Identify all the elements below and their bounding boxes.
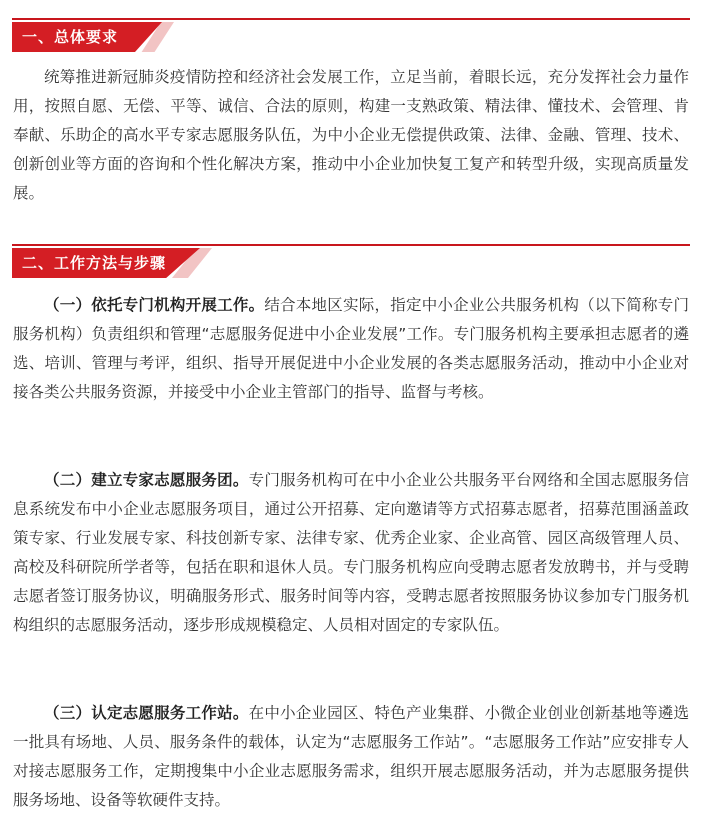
paragraph-text: 专门服务机构可在中小企业公共服务平台网络和全国志愿服务信息系统发布中小企业志愿服务项目，通过公开招募、定向邀请等方式招募志愿者，招募范围涵盖政策专家、行业发展专家、科技创新专家、法律专家、优秀企业家、企业高管、园区高级管理人员、高校及科研院所学者等，包括在职和退休人员。专门服务机构应向受聘志愿者发放聘书，并与受聘志愿者签订服务协议，明确服务形式、服务时间等内容，受聘志愿者按照服务协议参加专门服务机构组织的志愿服务活动，逐步形成规模稳定、人员相对固定的专家队伍。	[13, 471, 689, 634]
section-rule	[12, 244, 690, 246]
paragraph-step-3	[13, 699, 689, 815]
section-title: 一、总体要求	[22, 28, 119, 46]
paragraph-step-2	[13, 466, 689, 640]
paragraph-text: 在中小企业园区、特色产业集群、小微企业创业创新基地等遴选一批具有场地、人员、服务条件的载体，认定为“志愿服务工作站”。“志愿服务工作站”应安排专人对接志愿服务工作，定期搜集中小企业志愿服务需求，组织开展志愿服务活动，并为志愿服务提供服务场地、设备等软硬件支持。	[13, 704, 689, 809]
paragraph-text: 结合本地区实际，指定中小企业公共服务机构（以下简称专门服务机构）负责组织和管理“志愿服务促进中小企业发展”工作。专门服务机构主要承担志愿者的遴选、培训、管理与考评，组织、指导开展促进中小企业发展的各类志愿服务活动，推动中小企业对接各类公共服务资源，并接受中小企业主管部门的指导、监督与考核。	[13, 296, 689, 401]
paragraph-overall	[13, 63, 689, 208]
section-header-methods-steps	[12, 244, 690, 278]
paragraph-step-1	[13, 291, 689, 407]
section-title: 二、工作方法与步骤	[22, 254, 167, 272]
paragraph-lead: （二）建立专家志愿服务团。	[44, 471, 249, 489]
paragraph-text: 统筹推进新冠肺炎疫情防控和经济社会发展工作，立足当前，着眼长远，充分发挥社会力量作用，按照自愿、无偿、平等、诚信、合法的原则，构建一支熟政策、精法律、懂技术、会管理、肯奉献、乐助企的高水平专家志愿服务队伍，为中小企业无偿提供政策、法律、金融、管理、技术、创新创业等方面的咨询和个性化解决方案，推动中小企业加快复工复产和转型升级，实现高质量发展。	[13, 68, 689, 202]
section-header-overall-requirements	[12, 18, 690, 52]
paragraph-lead: （一）依托专门机构开展工作。	[44, 296, 265, 314]
paragraph-lead: （三）认定志愿服务工作站。	[44, 704, 249, 722]
section-rule	[12, 18, 690, 20]
